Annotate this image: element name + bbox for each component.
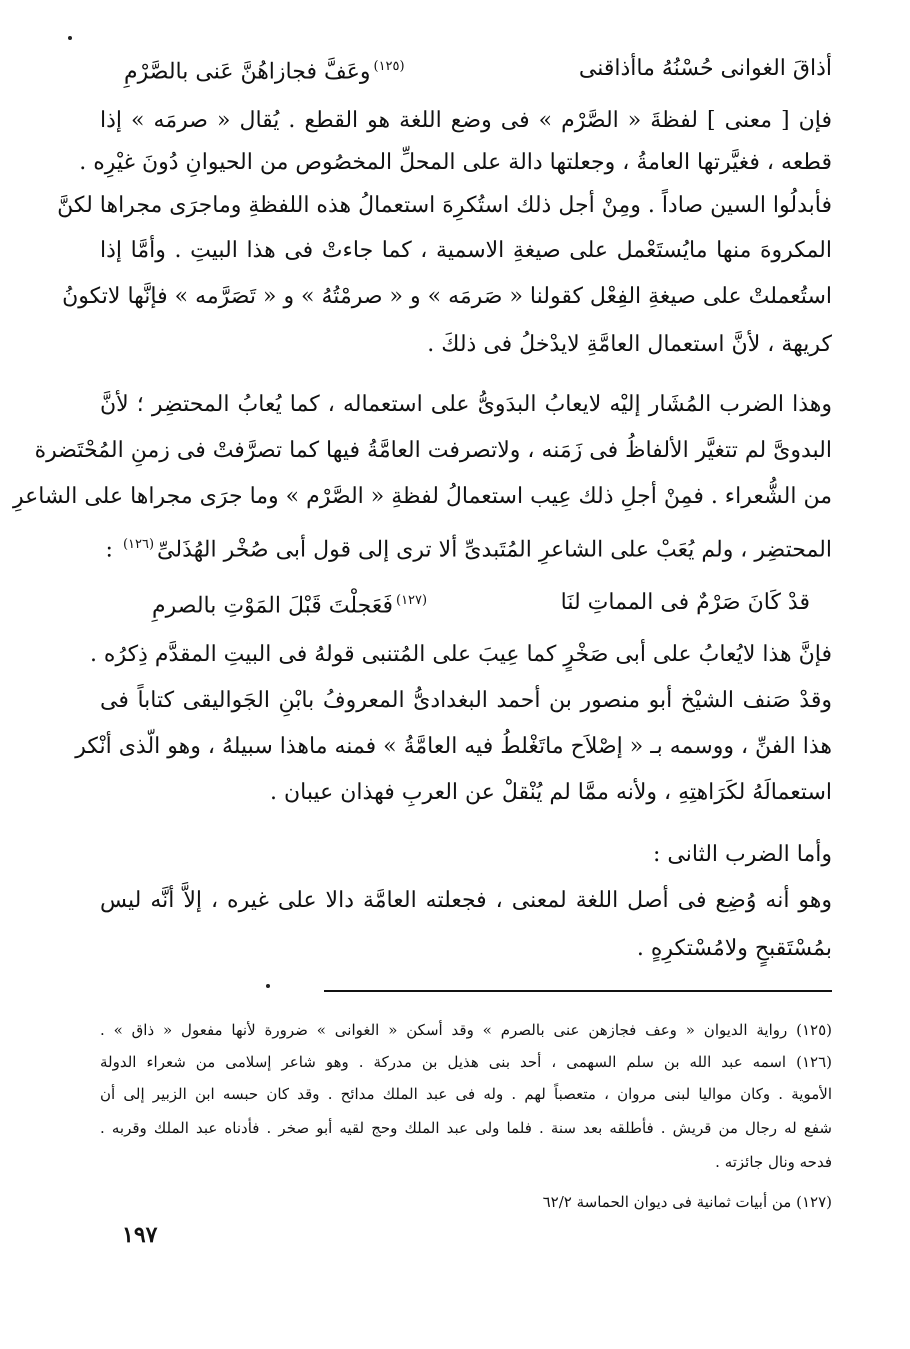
page-speck <box>266 984 270 988</box>
verse-1-second-hemistich: $^{(١٢٥)}$وعَفَّ فجازاهُنَّ عَنى بالصَّرْمِ <box>124 59 405 85</box>
body-line: المكروهَ منها مايُستَعْمل على صيغةِ الاسمية ، كما جاءتْ فى هذا البيتِ . وأمَّا إذا <box>100 238 832 263</box>
footnote-ref-125: (١٢٥) <box>373 59 405 74</box>
footnote-ref-126: (١٢٦) <box>122 537 155 552</box>
section-heading: وأما الضرب الثانى : <box>653 842 832 867</box>
footnote-ref-127: (١٢٧) <box>396 593 428 608</box>
page-number: ١٩٧ <box>122 1222 158 1248</box>
body-line: بمُسْتَقبحٍ ولامُسْتكرِهٍ . <box>636 936 832 961</box>
footnote: فدحه ونال جائزته . <box>715 1153 832 1171</box>
body-line: فأبدلُوا السين صاداً . ومِنْ أجل ذلك استُكرِهَ استعمالُ هذه اللفظةِ وماجرَى مجراها لكنَّ <box>57 193 832 218</box>
body-line: كريهة ، لأنَّ استعمال العامَّةِ لايدْخلُ فى ذلكَ . <box>427 332 832 357</box>
verse-1-first-hemistich: أذاقَ الغوانى حُسْنُهُ ماأذاقنى <box>578 56 832 81</box>
body-line: وقدْ صَنف الشيْخ أبو منصور بن أحمد البغدادىُّ المعروفُ بابْنِ الجَواليقى كتاباً فى <box>100 688 832 713</box>
body-line: فإن [ معنى ] لفظةَ « الصَّرْم » فى وضع اللغة هو القطع . يُقال « صرمَه » إذا <box>100 108 832 133</box>
footnote-separator <box>324 990 832 992</box>
body-line: استعمالَهُ لكَرَاهتِهِ ، ولأنه ممَّا لم يُنْقلْ عن العربِ فهذان عيبان . <box>270 780 832 805</box>
page-speck <box>68 36 72 40</box>
body-line: استُعملتْ على صيغةِ الفِعْل كقولنا « صَرمَه » و « صرمْتُهُ » و « تَصَرَّمه » فإنَّها لاتكونُ <box>62 284 832 309</box>
footnote: شفع له رجال من قريش . فأطلقه بعد سنة . فلما ولى عبد الملك وحج لقيه أبو صخر . فأدناه عبد الملك وقربه . <box>100 1119 832 1137</box>
body-line: فإنَّ هذا لايُعابُ على أبى صَخْرٍ كما عِيبَ على المُتنبى قولهُ فى البيتِ المقدَّم ذِكرُه . <box>89 642 832 667</box>
footnote: الأموية . وكان مواليا لبنى مروان ، متعصباً لهم . وله فى عبد الملك مدائح . وقد كان حبسه ابن الزبير إلى أن <box>100 1085 832 1103</box>
verse-2-second-hemistich: $^{(١٢٧)}$فَعَجلْتَ قَبْلَ المَوْتِ بالصرمِ <box>152 593 428 619</box>
body-line: المحتضِر ، ولم يُعَبْ على الشاعرِ المُتَبدىِّ ألا ترى إلى قول أبى صُخْر الهُذَلىِّ$^{(١٢٦)}$ : <box>105 537 832 563</box>
body-line: من الشُّعراء . فمِنْ أجلِ ذلك عِيب استعمالُ لفظةِ « الصَّرْم » وما جرَى مجراها على الشاعرِ <box>12 484 832 509</box>
verse-2-first-hemistich: قدْ كَانَ صَرْمٌ فى المماتِ لنَا <box>560 590 810 615</box>
footnote: (١٢٦) اسمه عبد الله بن سلم السهمى ، أحد بنى هذيل بن مدركة . وهو شاعر إسلامى من شعراء الدولة <box>100 1053 832 1071</box>
body-line: هذا الفنِّ ، ووسمه بـ « إصْلاَح ماتَغْلطُ فيه العامَّةُ » فمنه ماهذا سبيلهُ ، وهو الّذى أنْكر <box>75 734 832 759</box>
footnote: (١٢٥) رواية الديوان « وعف فجازهن عنى بالصرم » وقد أسكن « الغوانى » ضرورة لأنها مفعول « ذاق » . <box>100 1021 832 1039</box>
body-line: البدوىَّ لم تتغيَّر الألفاظُ فى زَمَنه ، ولاتصرفت العامَّةُ فيها كما تصرَّفتْ فى زمنِ المُحْتَضرة <box>34 438 832 463</box>
body-line: وهذا الضرب المُشَار إليْه لايعابُ البدَوىُّ على استعماله ، كما يُعابُ المحتضِر ؛ لأنَّ <box>100 392 832 417</box>
body-line: قطعه ، فغيَّرتها العامةُ ، وجعلتها دالة على المحلِّ المخصُوص من الحيوانِ دُونَ غيْرِه . <box>79 150 832 175</box>
body-line: وهو أنه وُضِع فى أصل اللغة لمعنى ، فجعلته العامَّة دالا على غيره ، إلاَّ أنَّه ليس <box>100 888 832 913</box>
footnote: (١٢٧) من أبيات ثمانية فى ديوان الحماسة ٦٢/٢ <box>542 1193 832 1211</box>
